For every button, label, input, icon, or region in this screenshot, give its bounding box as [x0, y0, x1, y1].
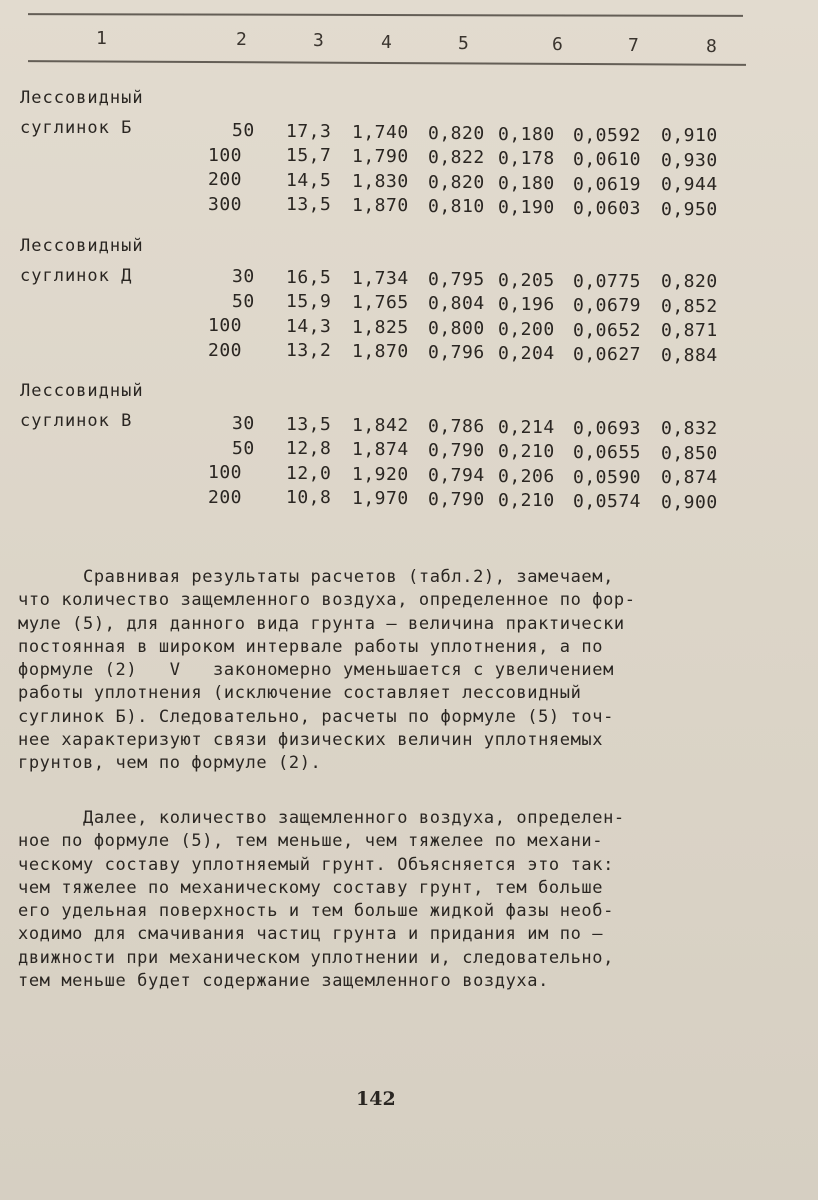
table-cell: 1,734	[352, 267, 409, 289]
column-header-3: 3	[313, 30, 324, 52]
text-line: работы уплотнения (исключение составляет лессовидный	[18, 683, 582, 704]
column-header-6: 6	[552, 34, 563, 55]
table-cell: 0,832	[661, 418, 718, 440]
column-header-1: 1	[96, 28, 107, 49]
column-header-2: 2	[236, 29, 247, 51]
table-cell: 1,765	[352, 292, 409, 314]
table-cell: 0,206	[498, 465, 555, 487]
table-cell: 1,970	[352, 488, 409, 510]
table-cell: 1,740	[352, 121, 409, 143]
text-line: постоянная в широком интервале работы уплотнения, а по	[18, 636, 604, 657]
soil-type-label: суглинок В	[20, 411, 133, 431]
table-cell: 0,790	[428, 440, 485, 462]
table-cell: 13,5	[286, 413, 332, 435]
table-cell: 1,842	[352, 414, 409, 436]
text-line: чем тяжелее по механическому составу грунт, тем больше	[18, 877, 604, 898]
table-cell: 0,0775	[573, 270, 642, 292]
table-cell: 100	[208, 315, 243, 336]
table-cell: 12,8	[286, 438, 332, 460]
table-cell: 0,204	[498, 343, 555, 365]
table-cell: 1,825	[352, 316, 409, 338]
paragraph	[18, 566, 758, 776]
text-line: тем меньше будет содержание защемленного воздуха.	[18, 971, 549, 992]
table-cell: 0,214	[498, 416, 555, 438]
text-line: грунтов, чем по формуле (2).	[18, 753, 322, 774]
text-line: что количество защемленного воздуха, определенное по фор-	[18, 590, 636, 611]
page-number: 142	[356, 1088, 396, 1110]
table-cell: 50	[232, 290, 255, 312]
text-line: движности при механическом уплотнении и, следовательно,	[18, 947, 614, 968]
table-cell: 0,180	[498, 123, 555, 145]
text-line: формуле (2) V закономерно уменьшается с увеличением	[18, 660, 614, 681]
table-cell: 14,5	[286, 169, 332, 191]
table-cell: 0,205	[498, 269, 555, 291]
table-cell: 30	[232, 413, 255, 434]
text-line: муле (5), для данного вида грунта – величина практически	[18, 613, 625, 634]
table-cell: 16,5	[286, 266, 332, 288]
table-cell: 15,9	[286, 291, 332, 313]
text-line: Сравнивая результаты расчетов (табл.2), замечаем,	[18, 567, 614, 587]
soil-type-label: суглинок Б	[20, 118, 133, 138]
column-header-7: 7	[628, 35, 639, 57]
text-line: Далее, количество защемленного воздуха, определен-	[18, 808, 625, 828]
table-cell: 0,820	[428, 171, 485, 193]
text-line: суглинок Б). Следовательно, расчеты по формуле (5) точ-	[18, 706, 614, 727]
table-cell: 200	[208, 169, 243, 190]
table-cell: 0,850	[661, 442, 718, 464]
table-cell: 0,0590	[573, 466, 642, 488]
text-line: ходимо для смачивания частиц грунта и придания им по –	[18, 924, 604, 945]
table-cell: 0,852	[661, 295, 718, 317]
table-cell: 0,190	[498, 197, 555, 219]
soil-type-label: суглинок Д	[20, 266, 133, 286]
table-cell: 0,210	[498, 490, 555, 512]
table-cell: 0,810	[428, 196, 485, 218]
table-cell: 1,874	[352, 439, 409, 461]
table-cell: 0,822	[428, 147, 485, 169]
text-line: нее характеризуют связи физических величин уплотняемых	[18, 730, 604, 751]
table-cell: 0,820	[661, 271, 718, 293]
table-top-rule	[28, 13, 743, 17]
table-cell: 0,796	[428, 342, 485, 364]
text-line: его удельная поверхность и тем больше жидкой фазы необ-	[18, 901, 614, 922]
table-cell: 200	[208, 486, 243, 508]
table-cell: 0,910	[661, 125, 718, 147]
table-cell: 0,0619	[573, 173, 642, 195]
table-cell: 0,0610	[573, 149, 642, 170]
table-cell: 0,0679	[573, 295, 642, 316]
column-header-5: 5	[458, 32, 469, 54]
table-cell: 0,950	[661, 198, 718, 220]
table-cell: 17,3	[286, 120, 332, 142]
table-cell: 0,790	[428, 489, 485, 511]
table-cell: 0,820	[428, 122, 485, 144]
table-cell: 200	[208, 339, 243, 361]
table-cell: 0,0603	[573, 198, 642, 219]
table-cell: 100	[208, 144, 243, 166]
table-cell: 1,870	[352, 341, 409, 363]
table-cell: 1,870	[352, 195, 409, 217]
table-cell: 0,795	[428, 268, 485, 290]
table-cell: 30	[232, 266, 255, 287]
table-cell: 0,200	[498, 318, 555, 340]
table-cell: 300	[208, 193, 243, 215]
table-cell: 1,830	[352, 170, 409, 192]
table-cell: 50	[232, 120, 255, 141]
table-header-rule	[28, 60, 746, 66]
table-cell: 13,2	[286, 340, 332, 362]
table-cell: 13,5	[286, 194, 332, 216]
table-cell: 0,0592	[573, 124, 642, 146]
table-cell: 50	[232, 437, 255, 459]
text-line: ческому составу уплотняемый грунт. Объясняется это так:	[18, 854, 614, 875]
table-cell: 0,944	[661, 174, 718, 196]
table-cell: 10,8	[286, 487, 332, 509]
table-cell: 0,794	[428, 464, 485, 486]
table-cell: 1,920	[352, 463, 409, 485]
table-cell: 14,3	[286, 315, 332, 337]
soil-type-label: Лессовидный	[20, 381, 144, 401]
table-cell: 15,7	[286, 145, 332, 167]
table-cell: 0,180	[498, 172, 555, 194]
text-line: ное по формуле (5), тем меньше, чем тяжелее по механи-	[18, 831, 604, 852]
soil-type-label: Лессовидный	[20, 236, 144, 256]
table-cell: 0,786	[428, 415, 485, 437]
table-cell: 0,900	[661, 491, 718, 513]
table-cell: 100	[208, 462, 243, 483]
table-cell: 0,0574	[573, 491, 642, 512]
table-cell: 0,0693	[573, 417, 642, 439]
table-cell: 0,884	[661, 344, 718, 366]
table-cell: 0,804	[428, 293, 485, 315]
table-cell: 0,196	[498, 294, 555, 316]
soil-type-label: Лессовидный	[20, 88, 144, 108]
table-cell: 12,0	[286, 462, 332, 484]
table-cell: 0,800	[428, 317, 485, 339]
paragraph	[18, 807, 758, 993]
table-cell: 0,874	[661, 467, 718, 489]
column-header-8: 8	[706, 36, 717, 58]
table-cell: 0,178	[498, 148, 555, 170]
table-cell: 0,871	[661, 320, 718, 342]
column-header-4: 4	[381, 31, 392, 53]
table-cell: 1,790	[352, 146, 409, 168]
table-cell: 0,0627	[573, 344, 642, 365]
table-cell: 0,0655	[573, 442, 642, 463]
table-cell: 0,930	[661, 149, 718, 171]
table-cell: 0,0652	[573, 319, 642, 341]
table-cell: 0,210	[498, 441, 555, 463]
